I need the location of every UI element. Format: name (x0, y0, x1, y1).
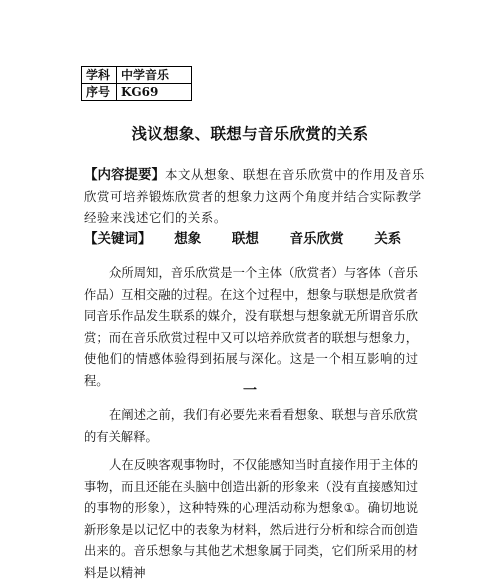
keyword-item: 想象 (174, 231, 202, 247)
paragraph-preface: 在阐述之前，我们有必要先来看看想象、联想与音乐欣赏的有关解释。 (84, 408, 418, 444)
keyword-item: 音乐欣赏 (289, 231, 344, 247)
page-title: 浅议想象、联想与音乐欣赏的关系 (131, 124, 369, 143)
meta-row-number (82, 84, 192, 101)
abstract (84, 164, 426, 228)
number-value: KG69 (117, 84, 192, 101)
paragraph-intro: 众所周知，音乐欣赏是一个主体（欣赏者）与客体（音乐作品）互相交融的过程。在这个过程中，想象与联想是欣赏者同音乐作品发生联系的媒介，没有联想与想象就无所谓音乐欣赏；而在音乐欣赏过程中又可以培养欣赏者的联想与想象力，使他们的情感体验得到拓展与深化。这是一个相互影响的过程。 (84, 266, 418, 388)
abstract-tag: 【内容提要】 (84, 167, 165, 183)
number-label: 序号 (82, 84, 117, 101)
subject-label: 学科 (82, 67, 117, 84)
keywords (84, 227, 427, 247)
keyword-item: 联想 (231, 231, 259, 247)
keywords-tag: 【关键词】 (84, 231, 152, 247)
keyword-item: 关系 (374, 231, 402, 247)
abstract-text: 本文从想象、联想在音乐欣赏中的作用及音乐欣赏可培养锻炼欣赏者的想象力这两个角度并结合实际教学经验来浅述它们的关系。 (84, 167, 425, 225)
meta-row-subject (82, 67, 192, 84)
paragraph-imagination: 人在反映客观事物时，不仅能感知当时直接作用于主体的事物，而且还能在头脑中创造出新的形象来（没有直接感知过的事物的形象），这种特殊的心理活动称为想象①。确切地说新形象是以记忆中的表象为材料，然后进行分析和综合而创造出来的。音乐想象与其他艺术想象属于同类，它们所采用的材料是以精神 (84, 458, 418, 580)
section-heading: 一 (243, 383, 257, 399)
meta-table (81, 66, 192, 101)
subject-value: 中学音乐 (117, 67, 192, 84)
